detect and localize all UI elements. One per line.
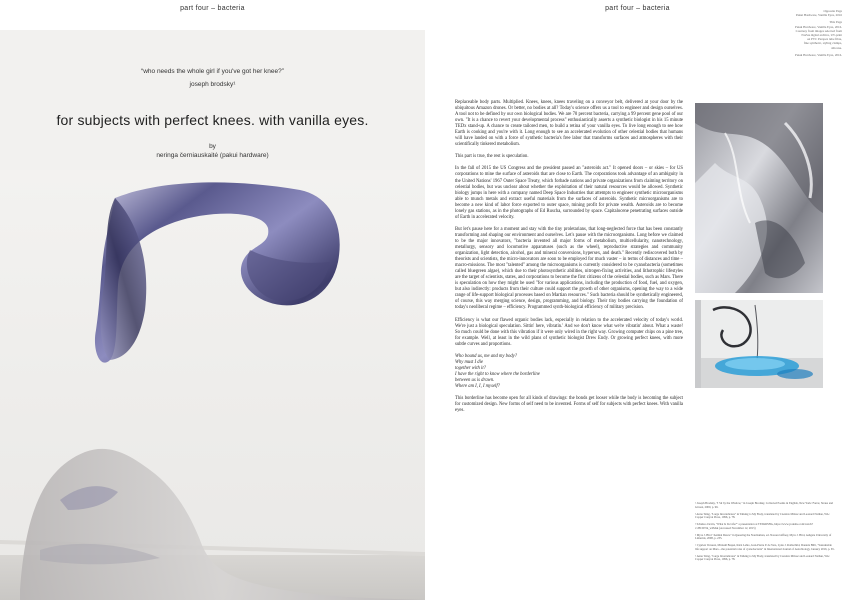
right-page <box>425 0 850 600</box>
caption-opposite-heading: Opposite Page <box>823 9 842 13</box>
footnote: ³ Schulze-Clevin, "What Is Its Life?" a presentation at TEDxRSHA, https://www.youtube.com/watch?v=HCDTm_wbMsk (Accessed November 12, 2015) <box>695 522 814 530</box>
epigraph-author: joseph brodsky¹ <box>189 81 236 88</box>
footnote: ⁵ Cyprien Verseux, Mickaël Baqué, Kirsi Lehto, Jean-Pierre P. de Vera, Lynn J. Rothschild, Daniela Billi, "Sustainable life support on Mars—the potential roles of cyanobacteria" in International Journal of Astrobiology, January 2016, p. 65. <box>695 543 835 551</box>
body-paragraph: But let's pause here for a moment and stay with the tiny proletarians, that long-neglected force that has been constantly transforming and shaping our environment and ourselves. Let's pause with the microorganisms. Long before we claimed to be the major innovators, "bacteria invented all major forms of metabolism, multicellularity, nanotechnology, metallurgy, sensory and locomotive apparatuses (such as the wheel), reproductive strategies and community organization, light detection, alcohol, gas and mineral conversions, hypersex, and death." Recently rediscovered both by theorists and scientists, the micro-innovators are soon to be employed for much vaster – in terms of distances and time – macro-missions. The most "talented" among the microorganisms is currently considered to be cyanobacteria (sometimes called bluegreen algae), which due to their photosynthetic abilities, nitrogen-fixing activities, and lithotrophic lifestyles are the target of scientists, states, and corporations to become the first citizens of the celestial bodies, such as Mars. There is speculation on how they might be used "for various applications, including the production of food, fuel, and oxygen, but also indirectly: products from their culture could support the growth of other organisms, opening the way to a wide range of life-support biological processes based on Martian resources." Such bacteria should be synthetically engineered, of course, this way merging science, design, programming, and biology. Their tiny bodies carrying the foundation of today's neoliberal regime – efficiency. Programmed synth-biological efficiency of military precision. <box>455 226 683 311</box>
right-running-head: part four – bacteria <box>605 5 670 12</box>
by-label: by <box>209 143 216 150</box>
installation-photo-closeup <box>695 103 823 293</box>
caption-this-line: Pakui Hardware, Vanilla Eyes, 2016. <box>795 24 842 29</box>
poem-quote <box>455 354 683 390</box>
poem-line: Who bound us, me and my body? <box>455 353 518 359</box>
body-paragraph: Efficiency is what our flawed organic bodies lack, especially in relation to the accelerated velocity of today's world. We're just a biological speculation. Sittin' here, vibratin.' And we don't know what we're vibratin' about. What a waste! So much could be done with this vibration if it were only wired in the right way. Growing computer chips on a pine tree, for example. Well, at least in the wild plans of synthetic biologist Drew Endy. Or growing perfect knees, with more subtle curves and proportions. <box>455 317 683 347</box>
footnote: ⁶ Anna Tsing, "Large Invertebrates" in Talking to My Body, translated by Czesław Miłosz and Leonard Nathan, WA: Copper Canyon Press, 1996, p. 78. <box>695 553 830 562</box>
footnote: ² Anna Tsing, "Large Invertebrates" in Talking to My Body, translated by Czesław Miłosz and Leonard Nathan, WA: Copper Canyon Press, 1996, p. 78. <box>695 511 830 520</box>
caption-this-line: NASA digital archive, UV-print <box>801 33 842 38</box>
poem-line: Where am I, I, I myself? <box>455 383 500 389</box>
poem-line: I have the right to know where the borderline <box>455 371 540 377</box>
caption-this-line: silicone. <box>831 45 842 50</box>
caption-this-line: Courtesy from images selected from <box>795 28 842 33</box>
caption-opposite-line: Pakui Hardware, Vanilla Eyes, 2016 <box>795 13 842 18</box>
body-paragraph: This part is true, the rest is speculation. <box>455 154 529 160</box>
closing-paragraph: This borderline has become open for all kinds of drawings: the bonds get looser while the body is becoming the subject for customized design. New forms of self need to be invented. Forms of self for subjects with perfect knees. With vanilla eyes. <box>455 396 683 414</box>
caption-this-line: Pakui Hardware, Vanilla Eyes, 2016. <box>795 52 842 57</box>
sculpture-photo <box>0 170 425 600</box>
caption-this-line: fine synthetic, styling clamps, <box>803 41 842 46</box>
left-running-head: part four – bacteria <box>180 5 245 12</box>
epigraph: “who needs the whole girl if you've got her knee?” <box>141 68 284 75</box>
article-body <box>455 100 683 420</box>
caption-this-line: on PVC Perspex tube fibre, <box>807 37 842 42</box>
poem-line: together with it? <box>455 365 486 371</box>
body-paragraph: Replaceable body parts. Multiplied. Knees, knees, knees traveling on a conveyor belt, delivered at your door by the ubiquitous Amazon drones. Or better, no bodies at all? Today's science offers us a tool to engineer and design ourselves. A tool not to be defined by our own biological bodies. We are 70 percent bacteria, carrying a 99 percent gene pool of our own. "It is a chance to revert your developmental process" enthusiastically asserts a synthetic biologist in his 15 minute TEDx stand-up. A chance to create tailored men, to build a retina of your vanilla eyes. To live long enough to see how Earth is cooking and you're with it. Long enough to see an accelerated evolution of other celestial bodies that humans will have landed on with a force of synthetic bacteria's free labor that transforms surfaces and atmospheres with their scientifically tinkered metabolism. <box>455 100 683 148</box>
article-title: for subjects with perfect knees. with vanilla eyes. <box>56 112 369 128</box>
author-byline: neringa černiauskaitė (pakui hardware) <box>156 152 269 159</box>
caption-this-heading: This Page <box>829 20 842 25</box>
footnote: ¹ Joseph Brodsky, "I Sit by the Window," in Joseph Brodsky, Collected Poems in English, New York: Farrar, Straus and Giroux, 2000, p. 96. <box>695 501 833 509</box>
footnote: ⁴ Myra J. Hird "Animal Dance" in Queering the Non/human, ed. Noreen Giffney, Myra J. Hird, Ashgate University of Limerick, 2008, p. 235. <box>695 532 832 541</box>
poem-line: Why must I die <box>455 359 483 365</box>
poem-line: between us is drawn. <box>455 377 495 383</box>
body-paragraph: In the fall of 2015 the US Congress and the president passed an "asteroids act." It opened doors – or skies – for US corporations to mine the surface of asteroids that are close to Earth. The corporations took advantage of an ambiguity in the United Nations' 1967 Outer Space Treaty, which forbade nations and private organizations from claiming territory on celestial bodies, but was unclear about whether the exploitation of their natural resources would be allowed. Synthetic biology jumps in here with a company named Deep Space Industries that attempts to engineer synthetic microorganisms able to munch metals and extract useful materials from the surfaces of asteroids. Synthetic microorganisms are to become a new kind of labor force exported to outer space, mining profit for private wealth. Asteroids are to become lonely gas stations, as in the photographs of Ed Ruscha, surrounded by space. Capitalocene penetrating surfaces outside of Earth in accelerated velocity. <box>455 166 683 220</box>
footnotes <box>695 502 835 565</box>
installation-photo-room <box>695 300 823 388</box>
image-captions <box>722 9 842 57</box>
